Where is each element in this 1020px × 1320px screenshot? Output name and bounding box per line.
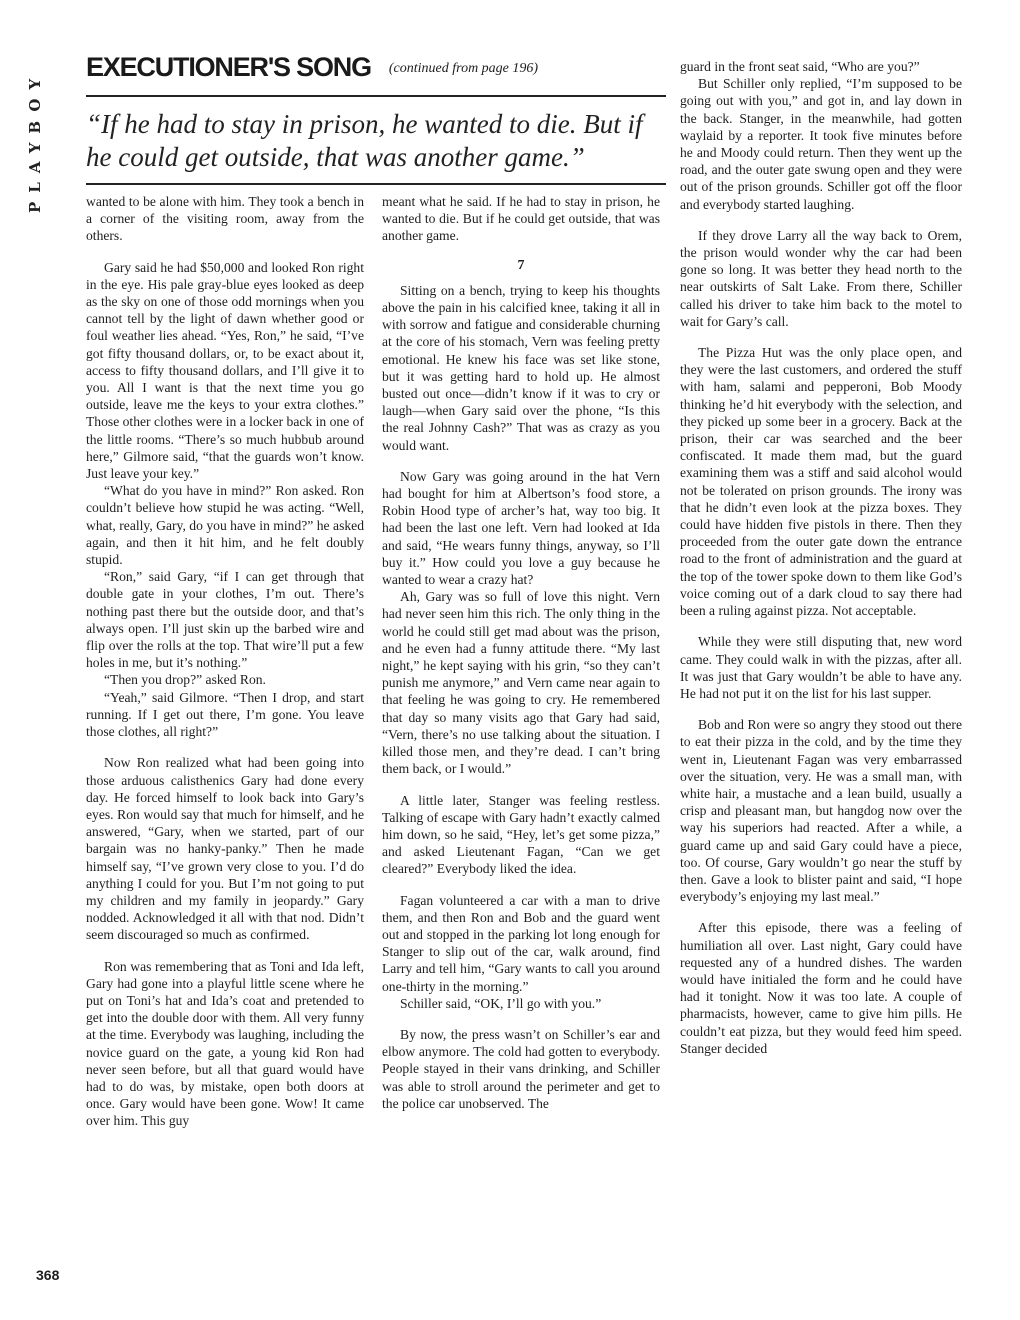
paragraph: A little later, Stanger was feeling restless. Talking of escape with Gary hadn’t exactly calmed him down, so he said, “Hey, let’s get some pizza,” and asked Lieutenant Fagan, “Can we get cleared?” Everybody liked the idea. <box>382 792 660 877</box>
paragraph: Now Gary was going around in the hat Vern had bought for him at Albertson’s food store, a Robin Hood type of archer’s hat, way too big. It had been the last one left. Vern had looked at Ida and said, “He wears funny things, anyway, so I’ll buy it.” How could you love a guy because he wanted to wear a crazy hat? <box>382 468 660 588</box>
paragraph: By now, the press wasn’t on Schiller’s ear and elbow anymore. The cold had gotten to everybody. People stayed in their vans drinking, and Schiller was able to stroll around the perimeter and get to the police car unobserved. The <box>382 1026 660 1111</box>
header-rule-top <box>86 95 666 97</box>
header-rule-bottom <box>86 183 666 185</box>
paragraph: wanted to be alone with him. They took a bench in a corner of the visiting room, away from the others. <box>86 194 364 244</box>
text-column-2 <box>382 193 660 1112</box>
paragraph: The Pizza Hut was the only place open, and they were the last customers, and ordered the stuff with ham, salami and pepperoni, Bob Moody thinking he’d hit everybody with the selection, and they picked up some beer in a grocery. Back at the prison, their car was searched and the beer confiscated. It made them mad, but the guard examining them was a stiff and said alcohol would not be tolerated on prison grounds. The irony was that he didn’t even look at the pizza boxes. They could have hidden five pistols in there. Then they proceeded from the outer gate down the entrance road to the front of administration and the guard at the top of the tower spoke down to them like God’s voice coming out of a dark cloud to say there had been a ruling against pizza. Not acceptable. <box>680 345 962 619</box>
paragraph: If they drove Larry all the way back to Orem, the prison would wonder why the car had been gone so long. It was better they head north to the near outskirts of Salt Lake. From there, Schiller called his driver to take him back to the motel to wait for Gary’s call. <box>680 227 962 329</box>
continued-note: (continued from page 196) <box>388 61 539 76</box>
paragraph: guard in the front seat said, “Who are you?” <box>680 59 920 74</box>
paragraph: Sitting on a bench, trying to keep his thoughts above the pain in his calcified knee, taking it all in with sorrow and fatigue and considerable churning at the core of his stomach, Vern was feeling pretty emotional. He knew his face was set like stone, but it was getting hard to hold up. He almost busted out once—didn’t know if it was to cry or laugh—when Gary said over the phone, “Is this the real Johnny Cash?” That was as crazy as you would want. <box>382 282 660 453</box>
paragraph: Fagan volunteered a car with a man to drive them, and then Ron and Bob and the guard went out and stopped in the parking lot long enough for Stanger to slip out of the car, walk around, find Larry and tell him, “Gary wants to call you around one-thirty in the morning.” <box>382 892 660 994</box>
paragraph: “Then you drop?” asked Ron. <box>104 672 266 688</box>
article-title: EXECUTIONER'S SONG <box>86 52 371 82</box>
paragraph: Gary said he had $50,000 and looked Ron right in the eye. His pale gray-blue eyes looked as deep as the sky on one of those odd mornings when you cannot tell by the light of dawn whether good or foul weather lies ahead. “Yes, Ron,” he said, “I’ve got fifty thousand dollars, or, to be exact about it, access to fifty thousand dollars, and I’ll give it to you. All I want is that the next time you go outside, leave me the keys to your extra clothes.” Those other clothes were in a locker back in one of the little rooms. “There’s so much hubbub around here,” Gilmore said, “that the guards won’t know. Just leave your key.” <box>86 259 364 482</box>
paragraph: “What do you have in mind?” Ron asked. Ron couldn’t believe how stupid he was acting. “Well, what, really, Gary, do you have in mind?” he asked again, and then it hit him, and he felt doubly stupid. <box>86 483 364 568</box>
paragraph: Schiller said, “OK, I’ll go with you.” <box>400 995 602 1011</box>
magazine-name-vertical: PLAYBOY <box>26 69 44 213</box>
paragraph: “Ron,” said Gary, “if I can get through that double gate in your clothes, I’m out. There’s nothing past there but the outside door, and that’s always open. I’ll just skin up the barbed wire and flip over the rolls at the top. That wire’ll put a few holes in me, but it’s nothing.” <box>86 569 364 671</box>
article-header <box>86 52 666 83</box>
text-column-1 <box>86 193 364 1130</box>
paragraph: “Yeah,” said Gilmore. “Then I drop, and start running. If I get out there, I’m gone. You leave those clothes, all right?” <box>86 689 364 740</box>
page-number: 368 <box>36 1267 60 1283</box>
paragraph: Now Ron realized what had been going into those arduous calisthenics Gary had done every day. He forced himself to look back into Gary’s eyes. Ron would say that much for himself, and he answered, “Gary, when we started, part of our bargain was no hanky-panky.” Then he made himself say, “I’ve grown very close to you. I’d do anything I could for you. But I’m not going to put my children and my family in jeopardy.” Gary nodded. Acknowledged it all with that nod. Didn’t seem discouraged so much as confirmed. <box>86 755 364 943</box>
paragraph: Ah, Gary was so full of love this night. Vern had never seen him this rich. The only thing in the world he could still get mad about was the prison, and he even had a funny attitude there. “My last night,” he kept saying with his grin, “so they can’t punish me anymore,” and Vern came near again to that feeling he was going to cry. He remembered that day so many visits ago that Gary had said, “Vern, there’s no use talking about the situation. I killed those men, and they’re dead. I can’t bring them back, or I would.” <box>382 589 660 777</box>
section-number: 7 <box>517 257 525 273</box>
paragraph: After this episode, there was a feeling of humiliation all over. Last night, Gary could have requested any of a hundred dishes. The warden would have initialed the form and he could have had it tonight. Now it was too late. A couple of pharmacists, however, came to give him pills. He couldn’t eat pizza, but they would feed him speed. Stanger decided <box>680 920 962 1056</box>
paragraph: Ron was remembering that as Toni and Ida left, Gary had gone into a playful little scene where he put on Toni’s hat and Ida’s coat and pretended to get into the double door with them. All very funny at the time. Everybody was laughing, including the novice guard on the gate, a young kid Ron had never seen before, but all that guard would have had to do was, by mistake, open both doors at once. Gary would have been gone. Wow! It came over him. This guy <box>86 958 364 1129</box>
paragraph: But Schiller only replied, “I’m supposed to be going out with you,” and got in, and lay down in the back. Stanger, in the meanwhile, had gotten waylaid by a reporter. It took five minutes before he and Moody could return. Then they went up the road, and the outer gate swung open and they were out of the prison grounds. Schiller got off the floor and everybody started laughing. <box>680 76 962 212</box>
text-column-3 <box>680 58 962 1057</box>
paragraph: While they were still disputing that, new word came. They could walk in with the pizzas, after all. It was just that Gary wouldn’t be able to have any. He had not put it on the list for his last supper. <box>680 634 962 701</box>
pull-quote: “If he had to stay in prison, he wanted to die. But if he could get outside, that was another game.” <box>86 109 643 172</box>
paragraph: Bob and Ron were so angry they stood out there to eat their pizza in the cold, and by the time they went in, Lieutenant Fagan was very embarrassed over the situation, very. He was a small man, with white hair, a mustache and a lean build, usually a crisp and pleasant man, but hangdog now over the way his superiors had reacted. After a while, a guard came up and said Gary could have a piece, too. Of course, Gary wouldn’t go near the stuff by then. Gave a look to blister paint and said, “I hope everybody’s enjoying my last meal.” <box>680 717 962 905</box>
paragraph: meant what he said. If he had to stay in prison, he wanted to die. But if he could get outside, that was another game. <box>382 194 660 244</box>
